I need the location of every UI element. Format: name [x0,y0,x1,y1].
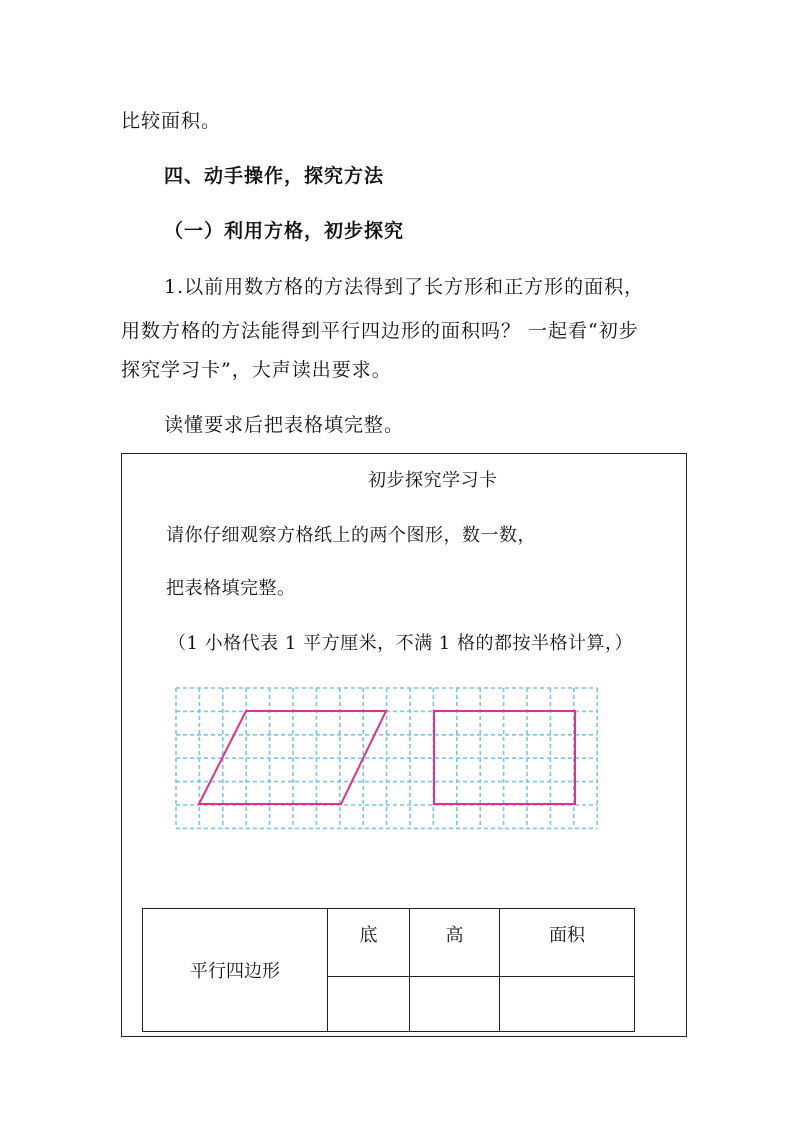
question-line-3: 探究学习卡”，大声读出要求。 [121,359,392,381]
question-line-2: 用数方格的方法能得到平行四边形的面积吗？ 一起看“初步 [121,320,639,342]
card-note: （1 小格代表 1 平方厘米，不满 1 格的都按半格计算，） [168,633,633,654]
question-line-1: 1.以前用数方格的方法得到了长方形和正方形的面积， [164,276,645,298]
rectangle-shape [434,711,575,804]
grid-figure [174,686,604,834]
subsection-heading: （一）利用方格，初步探究 [164,220,405,242]
header-area: 面积 [500,909,635,977]
header-base: 底 [328,909,410,977]
section-heading: 四、动手操作，探究方法 [164,165,385,187]
card-instruction-1: 请你仔细观察方格纸上的两个图形，数一数， [166,525,536,546]
row-label-parallelogram: 平行四边形 [143,909,328,1032]
header-height: 高 [410,909,500,977]
card-title: 初步探究学习卡 [368,470,498,491]
dashed-grid [176,688,597,828]
answer-area-cell[interactable] [500,977,635,1032]
paragraph-text: 比较面积。 [121,110,222,132]
answer-height-cell[interactable] [410,977,500,1032]
learning-card [121,453,687,1037]
answer-base-cell[interactable] [328,977,410,1032]
card-instruction-2: 把表格填完整。 [166,578,296,599]
instruction-text: 读懂要求后把表格填完整。 [164,414,405,436]
record-table [142,908,635,1032]
